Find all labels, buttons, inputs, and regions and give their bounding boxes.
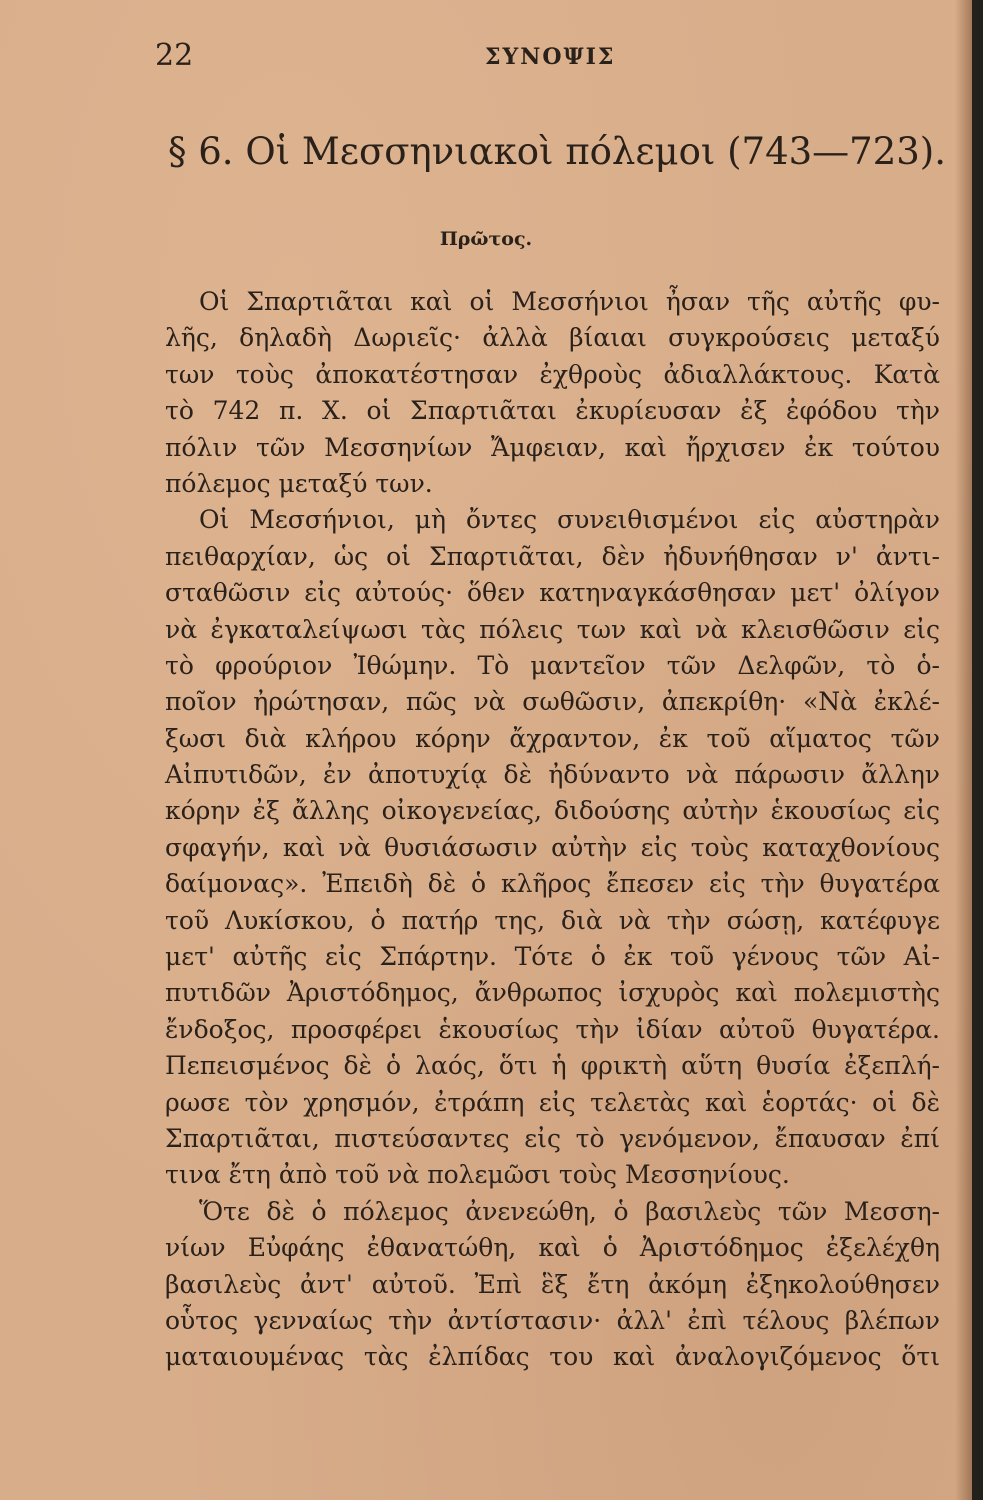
text-line: ἔνδοξος, προσφέρει ἑκουσίως τὴν ἰδίαν αὐτοῦ θυγατέρα. [165, 1014, 940, 1044]
text-line: νὰ ἐγκαταλείψωσι τὰς πόλεις των καὶ νὰ κλεισθῶσιν εἰς [165, 614, 940, 644]
text-line: τὸ 742 π. Χ. οἱ Σπαρτιᾶται ἐκυρίευσαν ἐξ ἐφόδου τὴν [165, 396, 940, 426]
text-line: τοῦ Λυκίσκου, ὁ πατήρ της, διὰ νὰ τὴν σώσῃ, κατέφυγε [165, 905, 940, 935]
text-line: τινα ἔτη ἀπὸ τοῦ νὰ πολεμῶσι τοὺς Μεσσηνίους. [165, 1160, 790, 1190]
text-line: ματαιουμένας τὰς ἐλπίδας του καὶ ἀναλογιζόμενος ὅτι [165, 1342, 940, 1372]
text-line: ρωσε τὸν χρησμόν, ἐτράπη εἰς τελετὰς καὶ ἑορτάς· οἱ δὲ [165, 1087, 940, 1117]
text-line: Αἰπυτιδῶν, ἐν ἀποτυχίᾳ δὲ ἠδύναντο νὰ πάρωσιν ἄλλην [165, 760, 940, 790]
page-edge-shadow [955, 0, 972, 1500]
text-line: βασιλεὺς ἀντ' αὐτοῦ. Ἐπὶ ἓξ ἔτη ἀκόμη ἐξηκολούθησεν [165, 1269, 940, 1299]
text-line: μετ' αὐτῆς εἰς Σπάρτην. Τότε ὁ ἐκ τοῦ γένους τῶν Αἰ- [165, 942, 940, 972]
text-line: νίων Εὐφάης ἐθανατώθη, καὶ ὁ Ἀριστόδημος ἐξελέχθη [165, 1233, 940, 1263]
text-line: ξωσι διὰ κλήρου κόρην ἄχραντον, ἐκ τοῦ αἵματος τῶν [165, 723, 940, 753]
body-text [165, 284, 940, 1376]
text-line: κόρην ἐξ ἄλλης οἰκογενείας, διδούσης αὐτὴν ἑκουσίως εἰς [165, 796, 940, 826]
text-line: πόλεμος μεταξύ των. [165, 468, 433, 498]
page-number: 22 [155, 38, 194, 73]
text-line: πόλιν τῶν Μεσσηνίων Ἄμφειαν, καὶ ἤρχισεν ἐκ τούτου [165, 432, 940, 462]
text-line: πειθαρχίαν, ὡς οἱ Σπαρτιᾶται, δὲν ἠδυνήθησαν ν' ἀντι- [165, 541, 940, 571]
text-line: των τοὺς ἀποκατέστησαν ἐχθροὺς ἀδιαλλάκτους. Κατὰ [165, 359, 940, 389]
text-line: ποῖον ἠρώτησαν, πῶς νὰ σωθῶσιν, ἀπεκρίθη· «Νὰ ἐκλέ- [165, 687, 940, 717]
text-line: τὸ φρούριον Ἰθώμην. Τὸ μαντεῖον τῶν Δελφῶν, τὸ ὁ- [165, 650, 940, 680]
text-line: πυτιδῶν Ἀριστόδημος, ἄνθρωπος ἰσχυρὸς καὶ πολεμιστὴς [165, 978, 940, 1008]
text-line: Πεπεισμένος δὲ ὁ λαός, ὅτι ἡ φρικτὴ αὕτη θυσία ἐξεπλή- [165, 1051, 940, 1081]
text-line: Σπαρτιᾶται, πιστεύσαντες εἰς τὸ γενόμενον, ἔπαυσαν ἐπί [165, 1123, 940, 1153]
book-spine [972, 0, 983, 1500]
text-line: δαίμονας». Ἐπειδὴ δὲ ὁ κλῆρος ἔπεσεν εἰς τὴν θυγατέρα [165, 869, 940, 899]
text-line: Ὅτε δὲ ὁ πόλεμος ἀνενεώθη, ὁ βασιλεὺς τῶν Μεσση- [199, 1196, 940, 1226]
text-line: Οἱ Σπαρτιᾶται καὶ οἱ Μεσσήνιοι ἦσαν τῆς αὐτῆς φυ- [199, 287, 940, 316]
text-line: λῆς, δηλαδὴ Δωριεῖς· ἀλλὰ βίαιαι συγκρούσεις μεταξύ [165, 323, 940, 353]
text-line: σφαγήν, καὶ νὰ θυσιάσωσιν αὐτὴν εἰς τοὺς καταχθονίους [165, 832, 940, 862]
text-line: οὗτος γενναίως τὴν ἀντίστασιν· ἀλλ' ἐπὶ τέλους βλέπων [165, 1305, 940, 1335]
subheading: Πρῶτος. [439, 228, 533, 250]
running-title: ΣΥΝΟΨΙΣ [485, 44, 616, 70]
running-head [155, 38, 935, 78]
section-heading: § 6. Οἱ Μεσσηνιακοὶ πόλεμοι (743—723). [168, 130, 946, 173]
text-line: σταθῶσιν εἰς αὐτούς· ὅθεν κατηναγκάσθησαν μετ' ὀλίγον [165, 578, 940, 608]
text-line: Οἱ Μεσσήνιοι, μὴ ὄντες συνειθισμένοι εἰς αὐστηρὰν [199, 505, 940, 535]
